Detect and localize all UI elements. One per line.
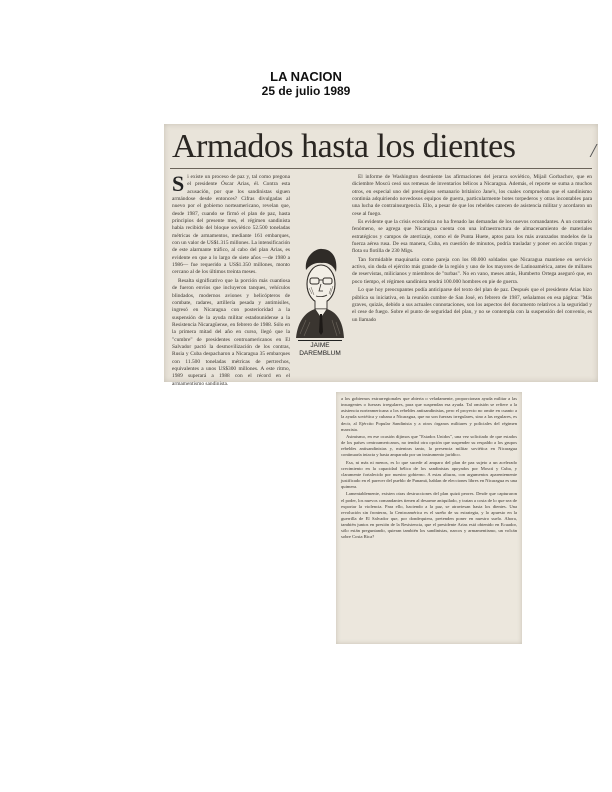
paragraph: Lamentablemente, existen otras destrucciones del plan quizá peores. Desde que capturaron el poder, los nuevos comandantes tienen al desarme aniquilado, y tratan a costa de lo que sea de exportar la violencia. Para ello, haciendo a la paz, se atraviesan hasta los dientes. Una revolución sin fronteras, la Centroamérica es el sueño de su estrategia, y lo apuesto en la guerrilla de El Salvador que, por dondequiera, pretenden poner en nuestro suelo. Ahora, también juntos en presión de la Resistencia, que el presidente Arias está obtenido en Ecuador, sólo están preguntando, quieran también los sandinistas, narcos y armamentismo, un volcán sobre Costa Rica? xyxy=(341,491,517,540)
publication-date: 25 de julio 1989 xyxy=(261,84,351,98)
paragraph: Asimismo, en ese ocasión dijimos que "Estados Unidos", una vez solicitado de que estados de los países centroamericanos, no tendrá otra opción que suspender su respaldo a los grupos rebeldes antisandinistas y, mientras tanto, la presencia militar soviética en Nicaragua continuaría intacta y hasta amparada por un instrumento jurídico. xyxy=(341,433,517,458)
paragraph: Tan formidable maquinaria como pareja con los 80.000 soldados que Nicaragua mantiene en servicio activo, sin duda el ejército más grande de la región y uno de los mayores de Latinoamérica, antes de millares de reservistas, milicianos y miembros de "turbas". No en vano, meses atrás, Humberto Ortega aseguró que, en poco tiempo, el régimen sandinista tendrá 100.000 hombres en pie de guerra. xyxy=(352,256,592,285)
article-column-1 xyxy=(172,171,290,387)
paragraph: a los gobiernos extrarregionales que abierta o veladamente, proporcionan ayuda militar a las insurgentes o fuerzas irregulares, para que suspendan esa ayuda. Tal omisión se refiere a la asistencia norteamericana a los rebeldes antisandinistas, pero el proyecto no omite en cuanto a la ayuda soviética y cubana a Nicaragua, que no son fuerzas irregulares, sino a las regulares, es decir, al Ejército Popular Sandinista y a otros órganos militares y policiales del régimen marxista. xyxy=(341,396,517,432)
paragraph: Lo que hoy preocupantes podía anticiparse del texto del plan de paz. Después que el presidente Arias hizo pública su iniciativa, en la reunión cumbre de San José, en febrero de 1987, señalamos en esa página: "Más graves, quizás, debido a sus actuales connotaciones, son los aspectos del documento relativos a la seguridad y el cese de fuego. Sobre el punto de seguridad del plan, y no se contempla con la suspensión del convenio, es un llamado xyxy=(352,287,592,323)
paragraph: Es evidente que la crisis económica no ha frenado las demandas de los nuevos comandantes. A un contrario fenómeno, se agrega que Nicaragua cuenta con una infraestructura de almacenamiento de materiales estratégicos y campos de aterrizaje, como el de Punta Huete, aptos para los más avanzados modelos de la fuerza aérea rusa. De esa manera, Cuba, en cuestión de minutos, podría trasladar y poner en acción tropas y flota su flotilla de 230 Migs. xyxy=(352,219,592,255)
author-byline xyxy=(292,340,348,358)
byline-rule xyxy=(298,340,342,341)
continuation-column xyxy=(341,396,517,640)
title-rule xyxy=(170,168,592,169)
archive-header xyxy=(0,70,612,98)
drop-cap: S xyxy=(172,171,185,196)
author-name: JAIME DAREMBLUM xyxy=(299,342,341,357)
article-title: Armados hasta los dientes xyxy=(172,128,516,165)
main-clipping xyxy=(164,124,598,387)
continuation-clipping xyxy=(336,392,522,644)
paragraph: i existe un proceso de paz y, tal como pregona el presidente Óscar Arias, él. Contra esta acusación, por que los sandinistas siguen armándose desde entonces? Cifras divulgadas al nuevo por el gobierno norteamericano, revelan que, desde 1987, cuando se firmó el plan de paz, hasta principios del presente mes, el régimen sandinista había recibido del bloque soviético 52.500 toneladas métricas de armamentos, mediante 161 embarques, con un valor de US$1.315 millones. La intensificación de este alarmante tráfico, al cabo del plan Arias, es evidente en que a lo largo de siete años —de 1980 a 1986— fue requerido a US$1.350 millones, monto cercano al de los últimos treinta meses. xyxy=(172,174,290,276)
paragraph: Resalta significativo que la porción más cuantiosa de fueron envíos que incluyeron tanques, vehículos blindados, modernos aviones y helicópteros de combate, radares, artillería pesada y antimisiles, ingresó en Nicaragua con posterioridad a la suspensión de la ayuda militar estadounidense a la Resistencia Nicaragüense, en febrero de 1988. Sólo en la primera mitad del año en curso, llegó que la "cumbre" de presidentes centroamericanos en El Salvador pactó la desmovilización de los contras, Rusia y Cuba despacharon a Nicaragua 35 embarques con 11.500 toneladas métricas de pertrechos, equivalentes a unos US$300 millones. A este ritmo, 1989 superará a 1988 con el récord en el armamentismo sandinista. xyxy=(172,277,290,387)
publication-name: LA NACION xyxy=(270,69,342,84)
paragraph: El informe de Washington desmiente las afirmaciones del jerarca soviético, Mijail Gorbachov, que en diciembre Moscú cesó sus remesas de inventarios bélicos a Nicaragua. Además, el reporte se suma a muchos otros, en especial uno del prestigioso semanario británico Jane's, los cuales comprueban que el sandinismo continúa adquiriendo novedosos equipos de guerra, particularmente botes torpederos y otras incontables para una lucha de contrainsurgencia. Ello, a pesar de que los rebeldes carecen de asistencia militar y acordaron un cese al fuego. xyxy=(352,174,592,217)
edge-mark: / xyxy=(590,140,596,162)
author-portrait-illustration xyxy=(292,242,348,352)
paragraph: Esa, ni más ni menos, es lo que sucede al amparo del plan de paz sujeto a un acelerado crecimiento en la capacidad bélica de los sandinistas apoyados por Moscú y Cuba, y claramente fortalecido por nuestro gobierno. A estas alturas, con argumentos aparentemente justificado en el parecer del pueblo de Panamá, hablan de elecciones libres en Nicaragua es una quimera. xyxy=(341,459,517,490)
article-column-2 xyxy=(352,174,592,378)
